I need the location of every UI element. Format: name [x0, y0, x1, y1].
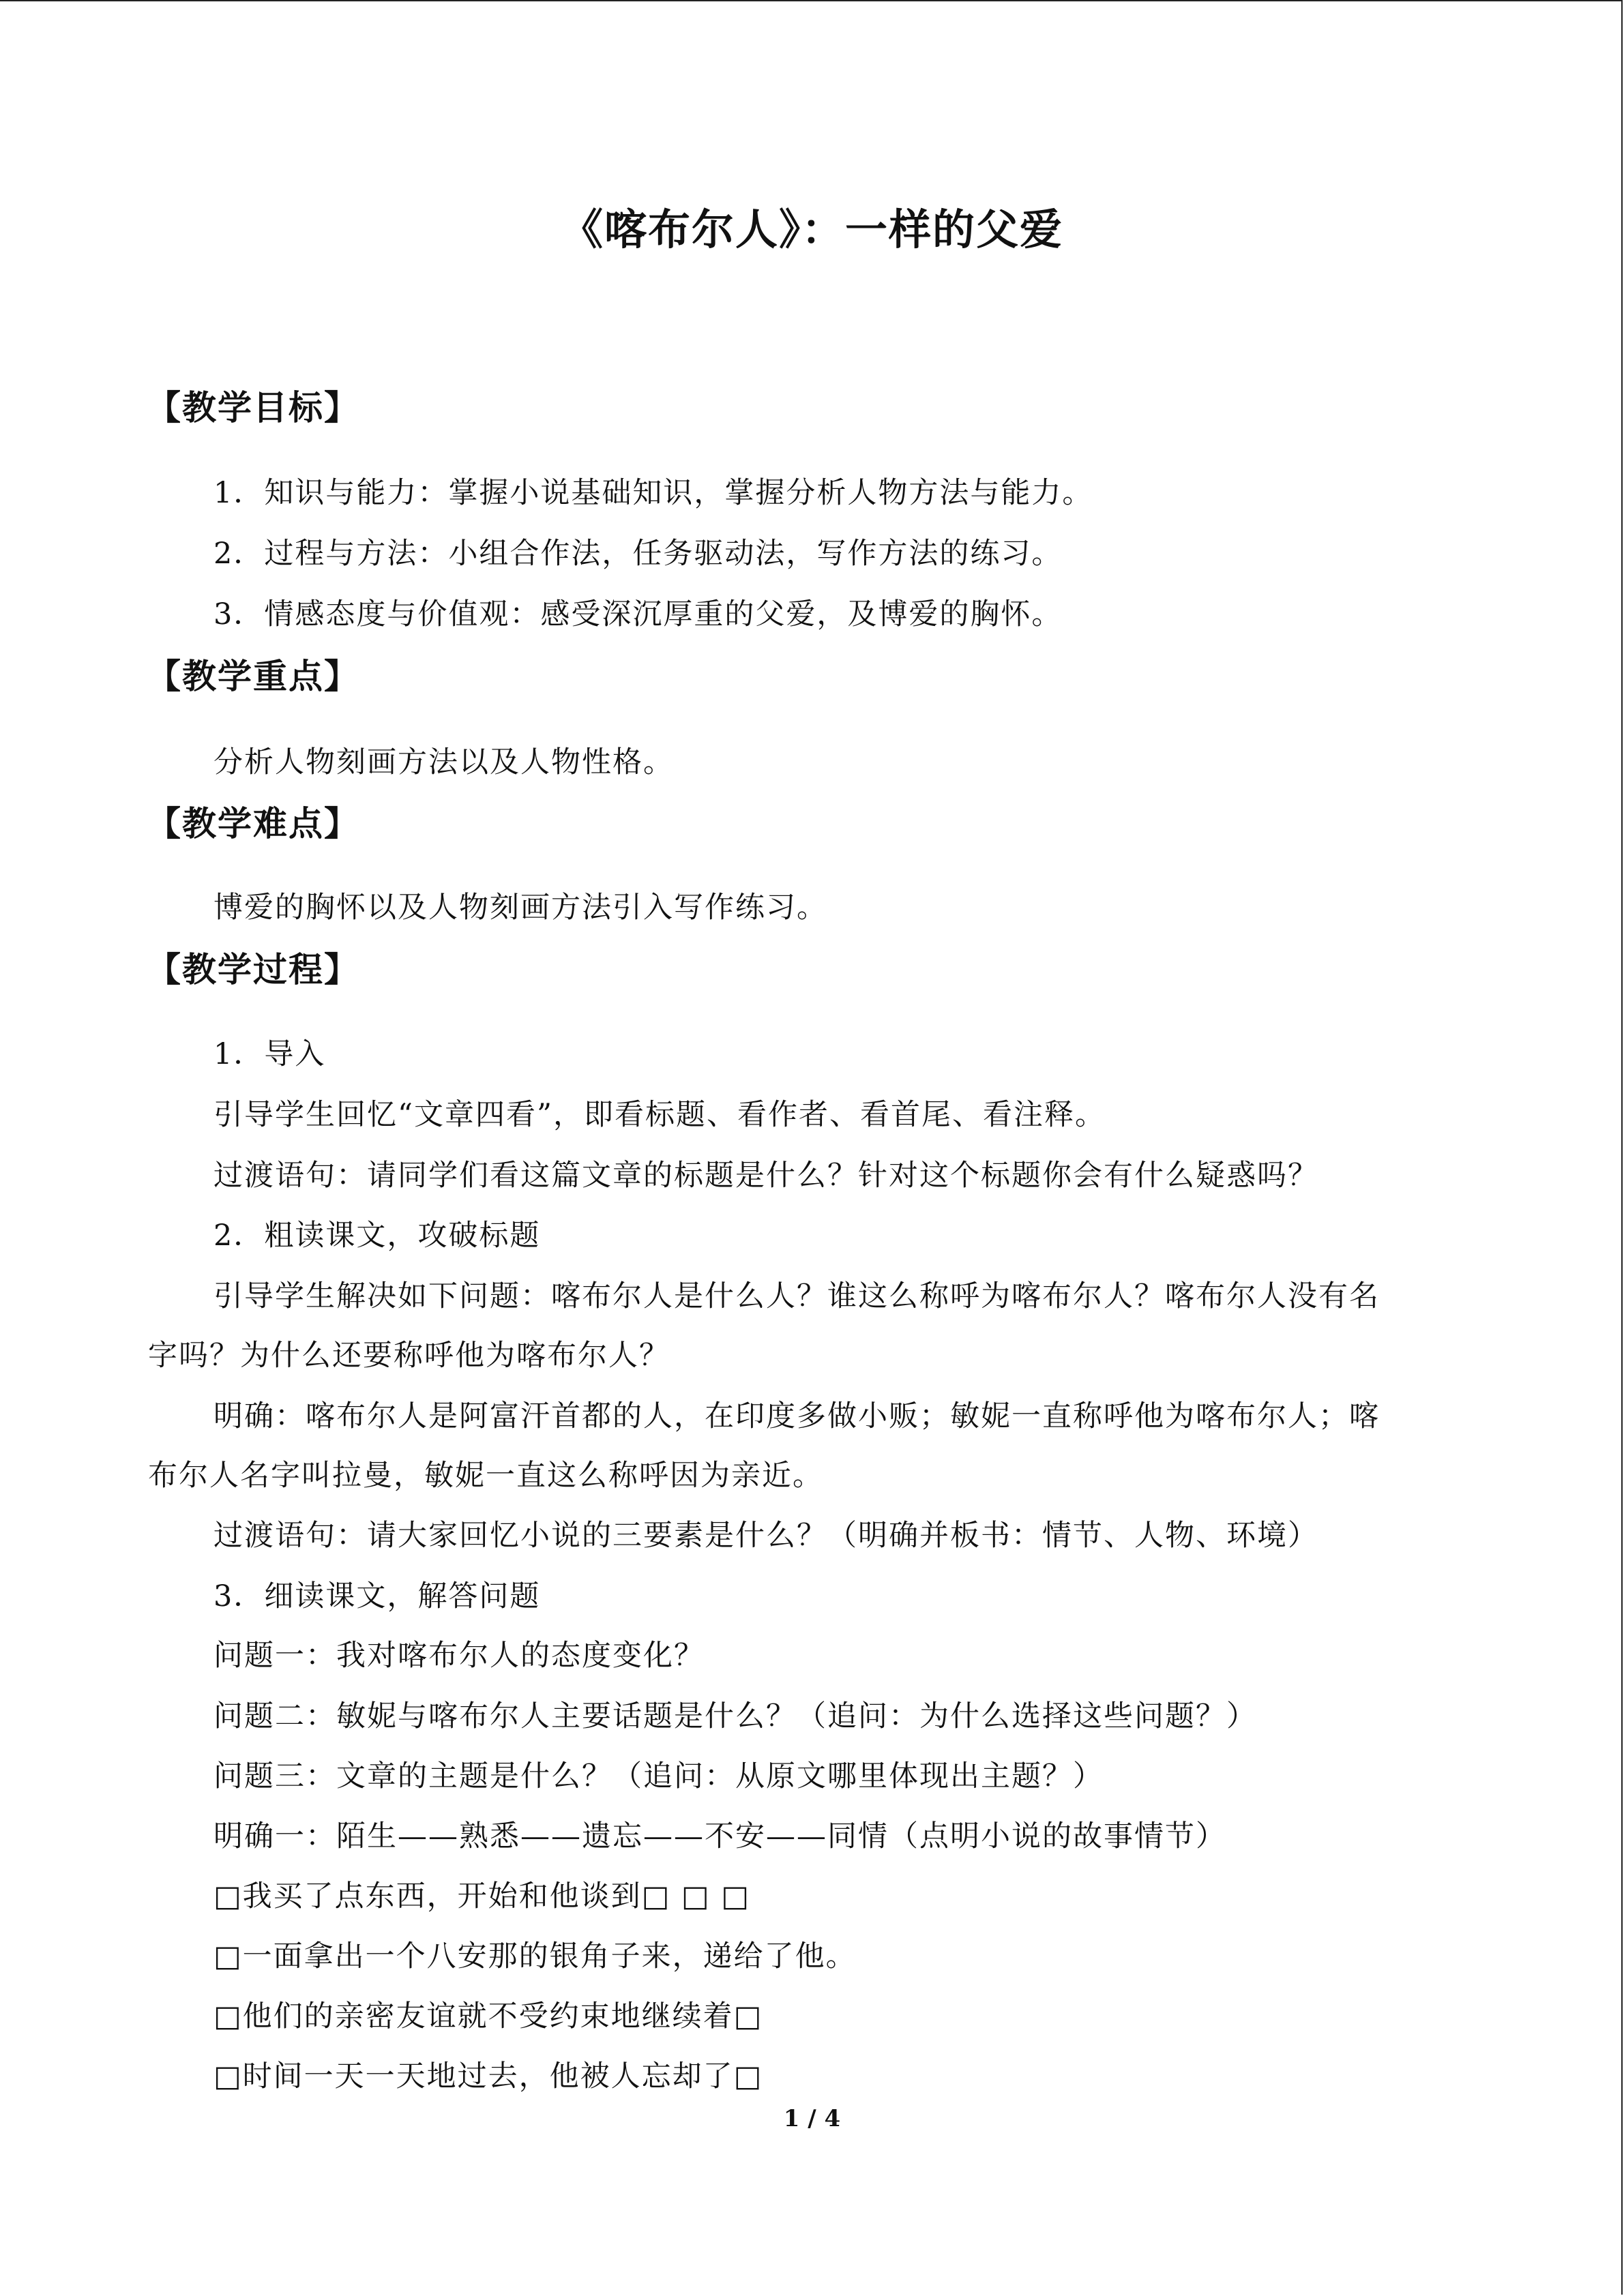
process-line: 明确一：陌生——熟悉——遗忘——不安——同情（点明小说的故事情节） [213, 1819, 1226, 1853]
process-line: □我买了点东西，开始和他谈到□ □ □ [213, 1879, 750, 1913]
difficulty-text: 博爱的胸怀以及人物刻画方法引入写作练习。 [213, 891, 827, 925]
process-line: 过渡语句：请大家回忆小说的三要素是什么？（明确并板书：情节、人物、环境） [213, 1519, 1318, 1553]
goal-item-3: 3．情感态度与价值观：感受深沉厚重的父爱，及博爱的胸怀。 [213, 597, 1063, 631]
process-line: □一面拿出一个八安那的银角子来，递给了他。 [213, 1939, 857, 1973]
goal-item-1: 1．知识与能力：掌握小说基础知识，掌握分析人物方法与能力。 [213, 476, 1093, 510]
heading-goals: 【教学目标】 [147, 388, 359, 428]
process-line: 问题一：我对喀布尔人的态度变化？ [213, 1639, 705, 1673]
goal-item-2: 2．过程与方法：小组合作法，任务驱动法，写作方法的练习。 [213, 537, 1063, 571]
process-line: 问题二：敏妮与喀布尔人主要话题是什么？（追问：为什么选择这些问题？） [213, 1699, 1257, 1733]
process-line: 3．细读课文，解答问题 [213, 1579, 541, 1613]
process-line: 过渡语句：请同学们看这篇文章的标题是什么？针对这个标题你会有什么疑惑吗？ [213, 1159, 1318, 1193]
process-line: 布尔人名字叫拉曼，敏妮一直这么称呼因为亲近。 [148, 1459, 823, 1493]
page-number: 1 / 4 [783, 2105, 841, 2132]
heading-key-point: 【教学重点】 [147, 657, 359, 696]
process-line: □时间一天一天地过去，他被人忘却了□ [213, 2059, 763, 2093]
process-line: 2．粗读课文，攻破标题 [213, 1219, 541, 1253]
process-line: 问题三：文章的主题是什么？（追问：从原文哪里体现出主题？） [213, 1759, 1104, 1793]
key-point-text: 分析人物刻画方法以及人物性格。 [213, 745, 674, 779]
process-line: 字吗？为什么还要称呼他为喀布尔人？ [148, 1339, 670, 1373]
process-line: 引导学生解决如下问题：喀布尔人是什么人？谁这么称呼为喀布尔人？喀布尔人没有名 [213, 1279, 1380, 1313]
heading-process: 【教学过程】 [147, 950, 359, 989]
heading-difficulty: 【教学难点】 [147, 804, 359, 844]
process-line: □他们的亲密友谊就不受约束地继续着□ [213, 1999, 763, 2033]
process-line: 明确：喀布尔人是阿富汗首都的人，在印度多做小贩；敏妮一直称呼他为喀布尔人；喀 [213, 1399, 1380, 1433]
page-title: 《喀布尔人》：一样的父爱 [560, 205, 1063, 254]
process-line: 引导学生回忆“文章四看”，即看标题、看作者、看首尾、看注释。 [213, 1098, 1106, 1132]
process-line: 1．导入 [213, 1037, 326, 1071]
